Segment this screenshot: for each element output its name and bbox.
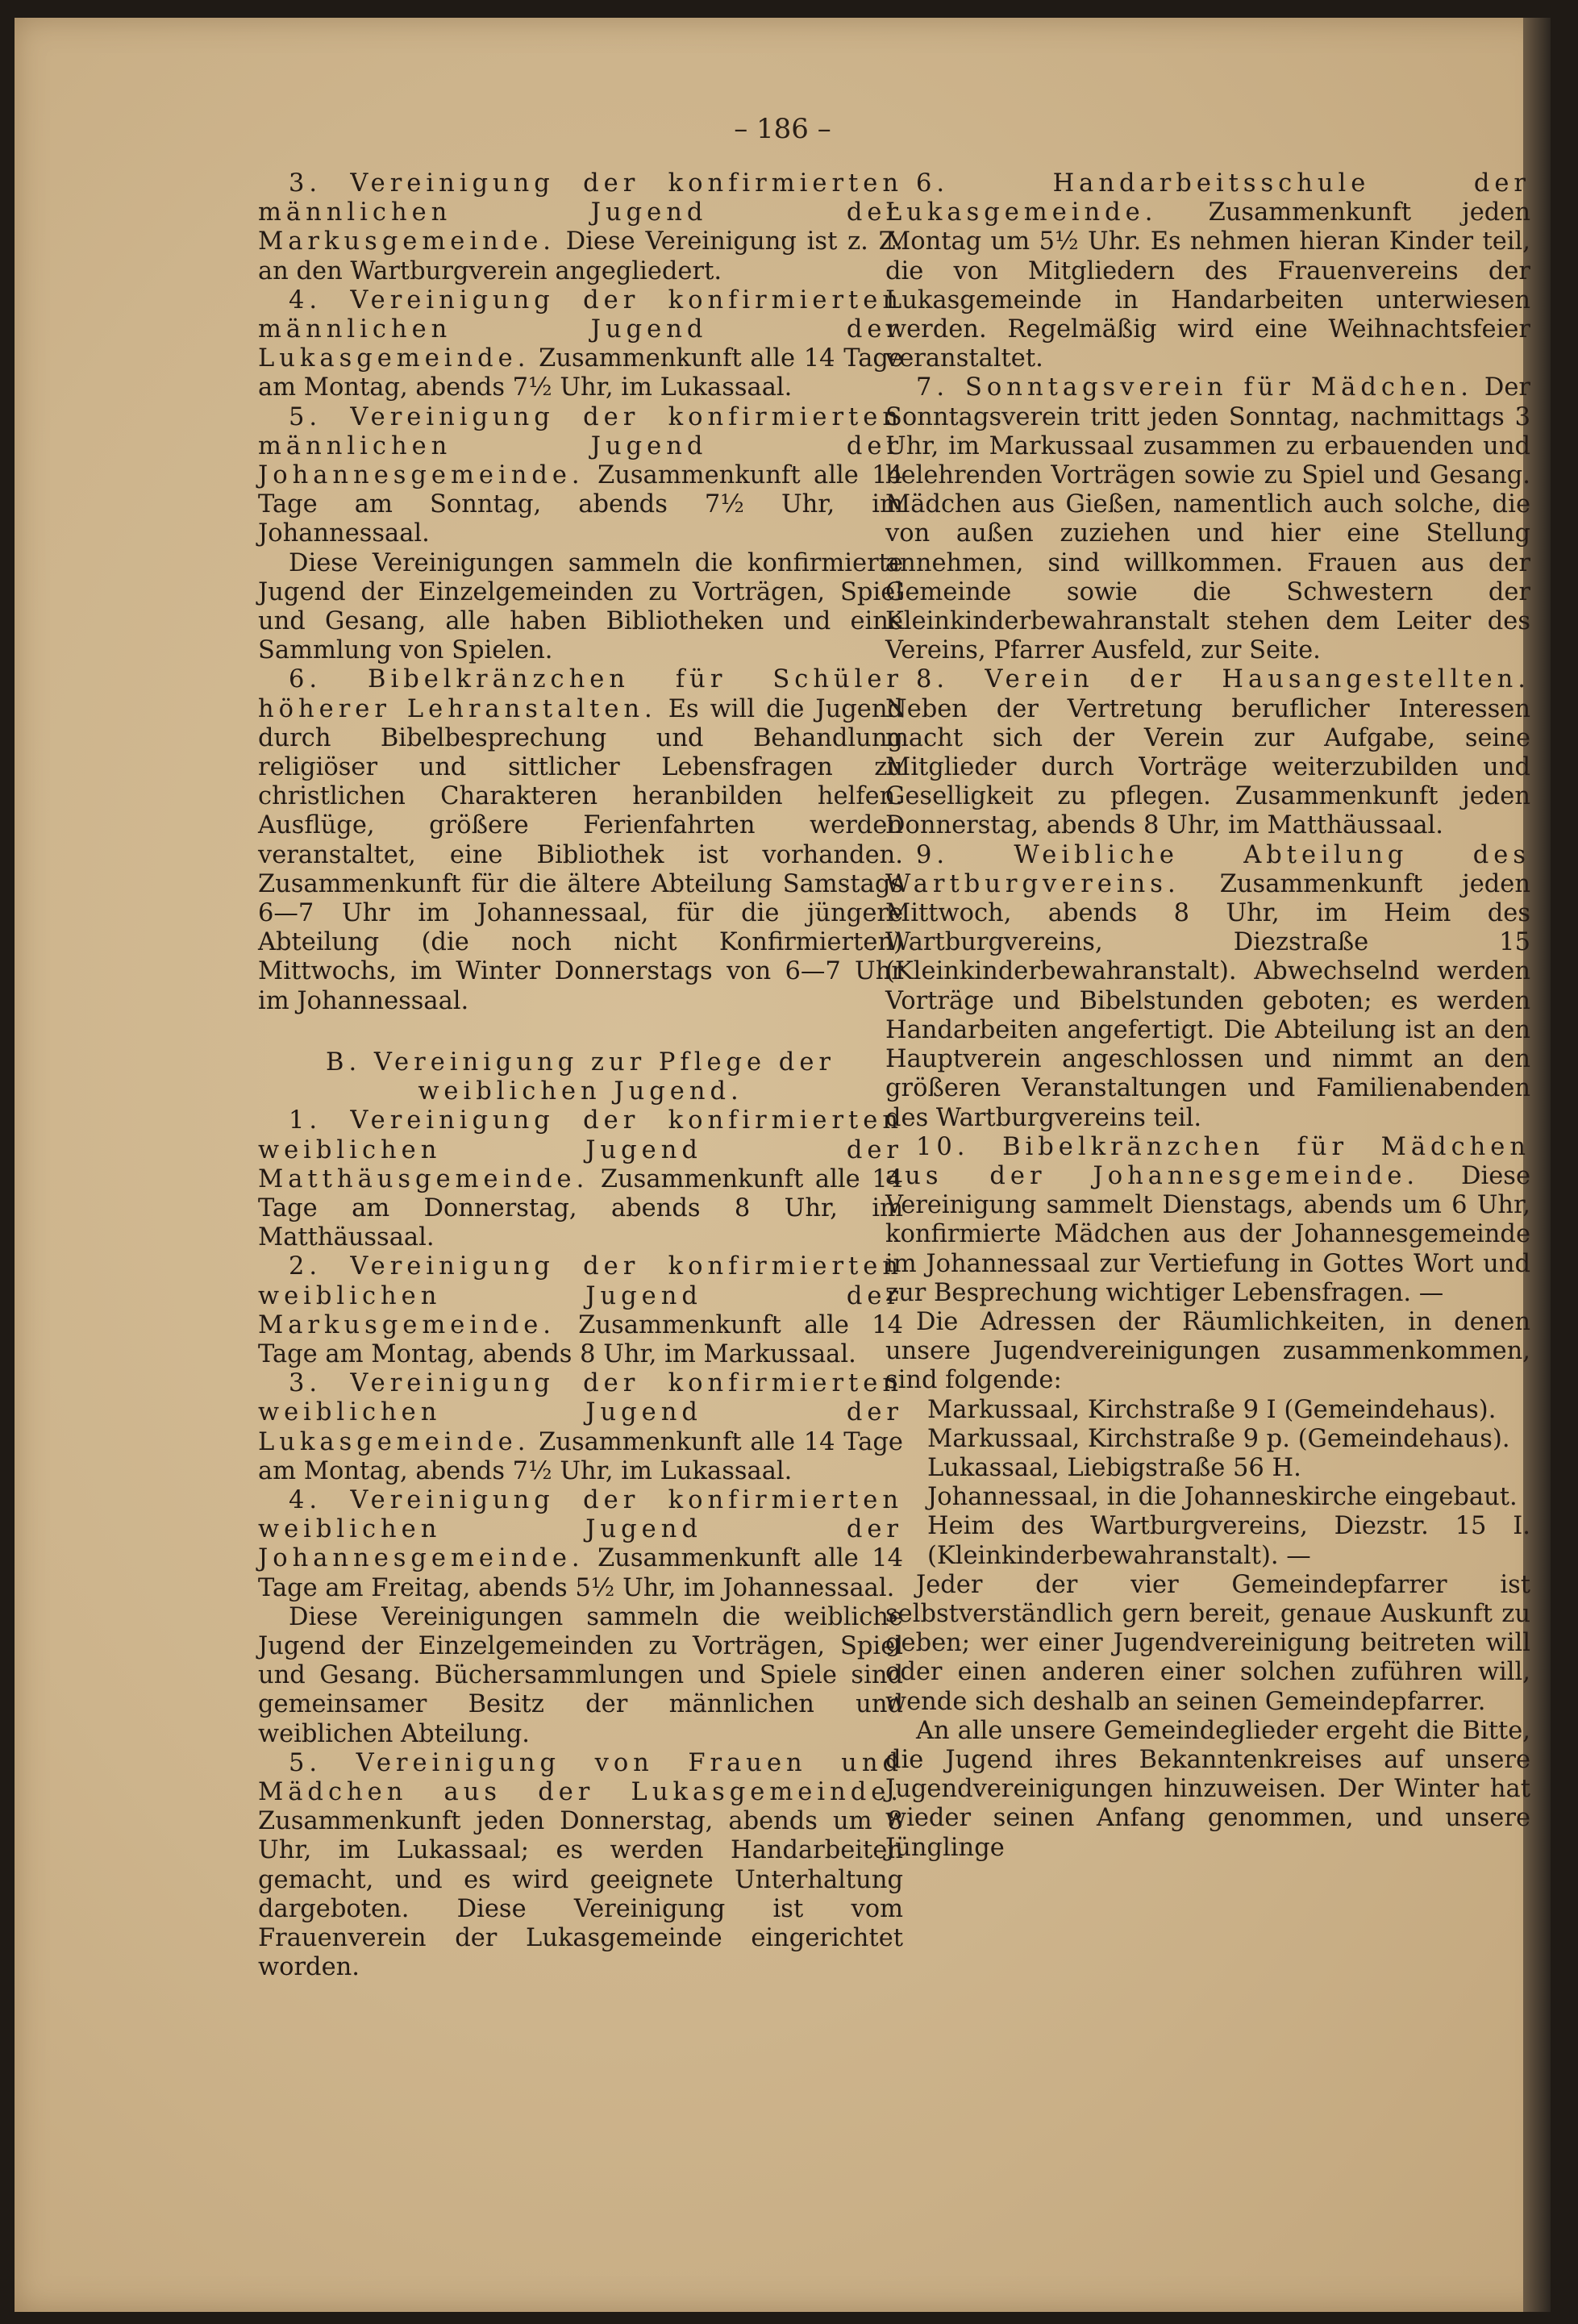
paragraph-6-title: 6. Bibelkränzchen für Schüler höherer Lehranstalten. [258,665,903,723]
page-number: – 186 – [734,113,831,145]
paragraph-b5-title: 5. Vereinigung von Frauen und Mädchen aus der Lukasgemeinde. [258,1748,903,1806]
paragraph-b1-text: Zusammenkunft alle 14 Tage am Donnerstag, abends 8 Uhr, im Matthäussaal. [258,1164,904,1252]
paragraph-b1 [258,1106,903,1252]
address-item: Markussaal, Kirchstraße 9 p. (Gemeindehaus). [927,1424,1510,1453]
paragraph-r6-title: 6. Handarbeitsschule der Lukasgemeinde. [885,169,1530,227]
address-item: Heim des Wartburgvereins, Diezstr. 15 I. (Kleinkinderbewahranstalt). — [927,1512,1530,1570]
book-page [15,18,1551,2312]
paragraph-r10-text: Diese Vereinigung sammelt Dienstags, abends um 6 Uhr, konfirmierte Mädchen aus der Johannesgemeinde im Johannessaal zur Vertiefung in Gottes Wort und zur Besprechung wichtiger Lebensfragen. — [885,1161,1531,1307]
paragraph-4 [258,286,903,403]
paragraph-b2-text: Zusammenkunft alle 14 Tage am Montag, abends 8 Uhr, im Markussaal. [258,1310,903,1368]
paragraph-b4-title: 4. Vereinigung der konfirmierten weiblichen Jugend der Johannesgemeinde. [258,1485,903,1573]
paragraph-r10 [885,1133,1530,1308]
paragraph-r7-title: 7. Sonntagsverein für Mädchen. [916,373,1473,402]
paragraph-6-text: Es will die Jugend durch Bibelbesprechung und Behandlung religiöser und sittlicher Lebensfragen zu christlichen Charakteren heranbilden helfen. Ausflüge, größere Ferienfahrten werden veranstaltet, eine Bibliothek ist vorhanden. Zusammenkunft für die ältere Abteilung Samstags 6—7 Uhr im Johannessaal, für die jüngere Abteilung (die noch nicht Konfirmierten) Mittwochs, im Winter Donnerstags von 6—7 Uhr im Johannessaal. [258,694,904,1015]
paragraph-r9 [885,841,1530,1133]
paragraph-summary-female: Diese Vereinigungen sammeln die weibliche Jugend der Einzelgemeinden zu Vorträgen, Spiel und Gesang. Büchersammlungen und Spiele sind gemeinsamer Besitz der männlichen und weiblichen Abteilung. [258,1602,903,1748]
left-column [258,169,903,1982]
paragraph-5-title: 5. Vereinigung der konfirmierten männlichen Jugend der Johannesgemeinde. [258,402,903,490]
paragraph-b2 [258,1252,903,1369]
paragraph-5 [258,403,903,549]
section-b-heading: B. Vereinigung zur Pflege der weiblichen Jugend. [326,1047,835,1106]
paragraph-b5 [258,1749,903,1983]
paragraph-b3-title: 3. Vereinigung der konfirmierten weiblichen Jugend der Lukasgemeinde. [258,1369,903,1456]
paragraph-r8 [885,665,1530,840]
paragraph-b2-title: 2. Vereinigung der konfirmierten weiblichen Jugend der Markusgemeinde. [258,1252,903,1339]
addresses-intro: Die Adressen der Räumlichkeiten, in denen unsere Jugendvereinigungen zusammenkommen, sind folgende: [885,1307,1530,1395]
paragraph-5-text: Zusammenkunft alle 14 Tage am Sonntag, abends 7½ Uhr, im Johannessaal. [258,461,903,548]
paragraph-b1-title: 1. Vereinigung der konfirmierten weiblichen Jugend der Matthäusgemeinde. [258,1106,903,1193]
paragraph-r6-text: Zusammenkunft jeden Montag um 5½ Uhr. Es nehmen hieran Kinder teil, die von Mitgliedern des Frauenvereins der Lukasgemeinde in Handarbeiten unterwiesen werden. Regelmäßig wird eine Weihnachtsfeier veranstaltet. [885,198,1530,373]
paragraph-6 [258,665,903,1015]
paragraph-3-text: Diese Vereinigung ist z. Z. an den Wartburgverein angegliedert. [258,227,903,285]
paragraph-r9-title: 9. Weibliche Abteilung des Wartburgvereins. [885,840,1530,898]
paragraph-b5-text: Zusammenkunft jeden Donnerstag, abends um 8 Uhr, im Lukassaal; es werden Handarbeiten gemacht, und es wird geeignete Unterhaltung dargeboten. Diese Vereinigung ist vom Frauenverein der Lukasgemeinde eingerichtet worden. [258,1807,903,1982]
address-item: Johannessaal, in die Johanneskirche eingebaut. [927,1483,1518,1512]
paragraph-r10-title: 10. Bibelkränzchen für Mädchen aus der Johannesgemeinde. [885,1132,1530,1190]
paragraph-r8-title: 8. Verein der Hausangestellten. [916,665,1530,694]
paragraph-4-title: 4. Vereinigung der konfirmierten männlichen Jugend der Lukasgemeinde. [258,285,903,373]
right-column [885,169,1530,1863]
paragraph-pastor: Jeder der vier Gemeindepfarrer ist selbstverständlich gern bereit, genaue Auskunft zu geben; wer einer Jugendvereinigung beitreten will oder einen anderen einer solchen zuführen will, wende sich deshalb an seinen Gemeindepfarrer. [885,1570,1530,1716]
paragraph-r6 [885,169,1530,373]
paragraph-r9-text: Zusammenkunft jeden Mittwoch, abends 8 Uhr, im Heim des Wartburgvereins, Diezstraße 15 (Kleinkinderbewahranstalt). Abwechselnd werden Vorträge und Bibelstunden geboten; es werden Handarbeiten angefertigt. Die Abteilung ist an den Hauptverein angeschlossen und nimmt an den größeren Veranstaltungen und Familienabenden des Wartburgvereins teil. [885,869,1530,1132]
paragraph-b4 [258,1486,903,1603]
paragraph-r7-text: Der Sonntagsverein tritt jeden Sonntag, nachmittags 3 Uhr, im Markussaal zusammen zu erbauenden und belehrenden Vorträgen sowie zu Spiel und Gesang. Mädchen aus Gießen, namentlich auch solche, die von außen zuziehen und hier eine Stellung annehmen, sind willkommen. Frauen aus der Gemeinde sowie die Schwestern der Kleinkinderbewahranstalt stehen dem Leiter des Vereins, Pfarrer Ausfeld, zur Seite. [885,373,1531,665]
paragraph-b3 [258,1369,903,1486]
paragraph-3-title: 3. Vereinigung der konfirmierten männlichen Jugend der Markusgemeinde. [258,169,903,256]
address-item: Lukassaal, Liebigstraße 56 H. [927,1453,1301,1482]
paragraph-b4-text: Zusammenkunft alle 14 Tage am Freitag, abends 5½ Uhr, im Johannessaal. [258,1544,903,1602]
address-item: Markussaal, Kirchstraße 9 I (Gemeindehaus). [927,1395,1497,1424]
paragraph-4-text: Zusammenkunft alle 14 Tage am Montag, abends 7½ Uhr, im Lukassaal. [258,344,903,402]
paragraph-r8-text: Neben der Vertretung beruflicher Interessen macht sich der Verein zur Aufgabe, seine Mitglieder durch Vorträge weiterzubilden und Geselligkeit zu pflegen. Zusammenkunft jeden Donnerstag, abends 8 Uhr, im Matthäussaal. [885,694,1530,840]
paragraph-b3-text: Zusammenkunft alle 14 Tage am Montag, abends 7½ Uhr, im Lukassaal. [258,1427,903,1485]
paragraph-summary-male: Diese Vereinigungen sammeln die konfirmierte Jugend der Einzelgemeinden zu Vorträgen, Spiel und Gesang, alle haben Bibliotheken und eine Sammlung von Spielen. [258,548,903,665]
paragraph-appeal: An alle unsere Gemeindeglieder ergeht die Bitte, die Jugend ihres Bekanntenkreises auf unsere Jugendvereinigungen hinzuweisen. Der Winter hat wieder seinen Anfang genommen, und unsere Jünglinge [885,1716,1530,1862]
paragraph-3 [258,169,903,286]
paragraph-r7 [885,373,1530,665]
